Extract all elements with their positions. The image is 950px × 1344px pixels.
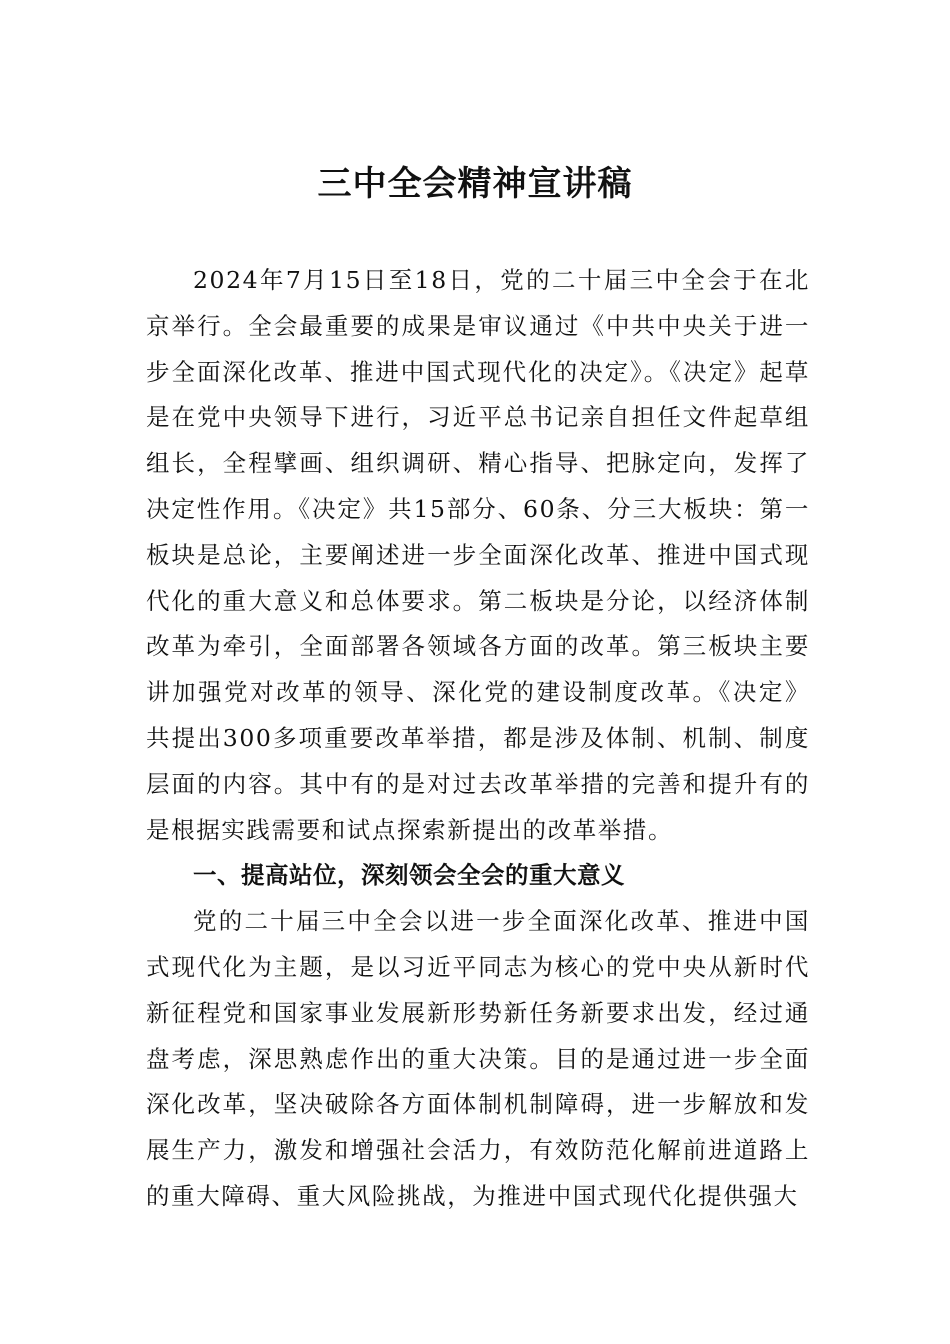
document-title: 三中全会精神宣讲稿 [317, 164, 633, 204]
intro-paragraph: 2024年7月15日至18日，党的二十届三中全会于在北京举行。全会最重要的成果是审议通过《中共中央关于进一步全面深化改革、推进中国式现代化的决定》。《决定》起草是在党中央领导下进行，习近平总书记亲自担任文件起草组组长，全程擘画、组织调研、精心指导、把脉定向，发挥了决定性作用。《决定》共15部分、60条、分三大板块：第一板块是总论，主要阐述进一步全面深化改革、推进中国式现代化的重大意义和总体要求。第二板块是分论，以经济体制改革为牵引，全面部署各领域各方面的改革。第三板块主要讲加强党对改革的领导、深化党的建设制度改革。《决定》共提出300多项重要改革举措，都是涉及体制、机制、制度层面的内容。其中有的是对过去改革举措的完善和提升有的是根据实践需要和试点探索新提出的改革举措。 [146, 266, 810, 844]
document-body [146, 258, 810, 1220]
section-heading: 一、提高站位，深刻领会全会的重大意义 [193, 861, 625, 890]
section-paragraph: 党的二十届三中全会以进一步全面深化改革、推进中国式现代化为主题，是以习近平同志为核心的党中央从新时代新征程党和国家事业发展新形势新任务新要求出发，经过通盘考虑，深思熟虑作出的重大决策。目的是通过进一步全面深化改革，坚决破除各方面体制机制障碍，进一步解放和发展生产力，激发和增强社会活力，有效防范化解前进道路上的重大障碍、重大风险挑战，为推进中国式现代化提供强大 [146, 907, 810, 1210]
